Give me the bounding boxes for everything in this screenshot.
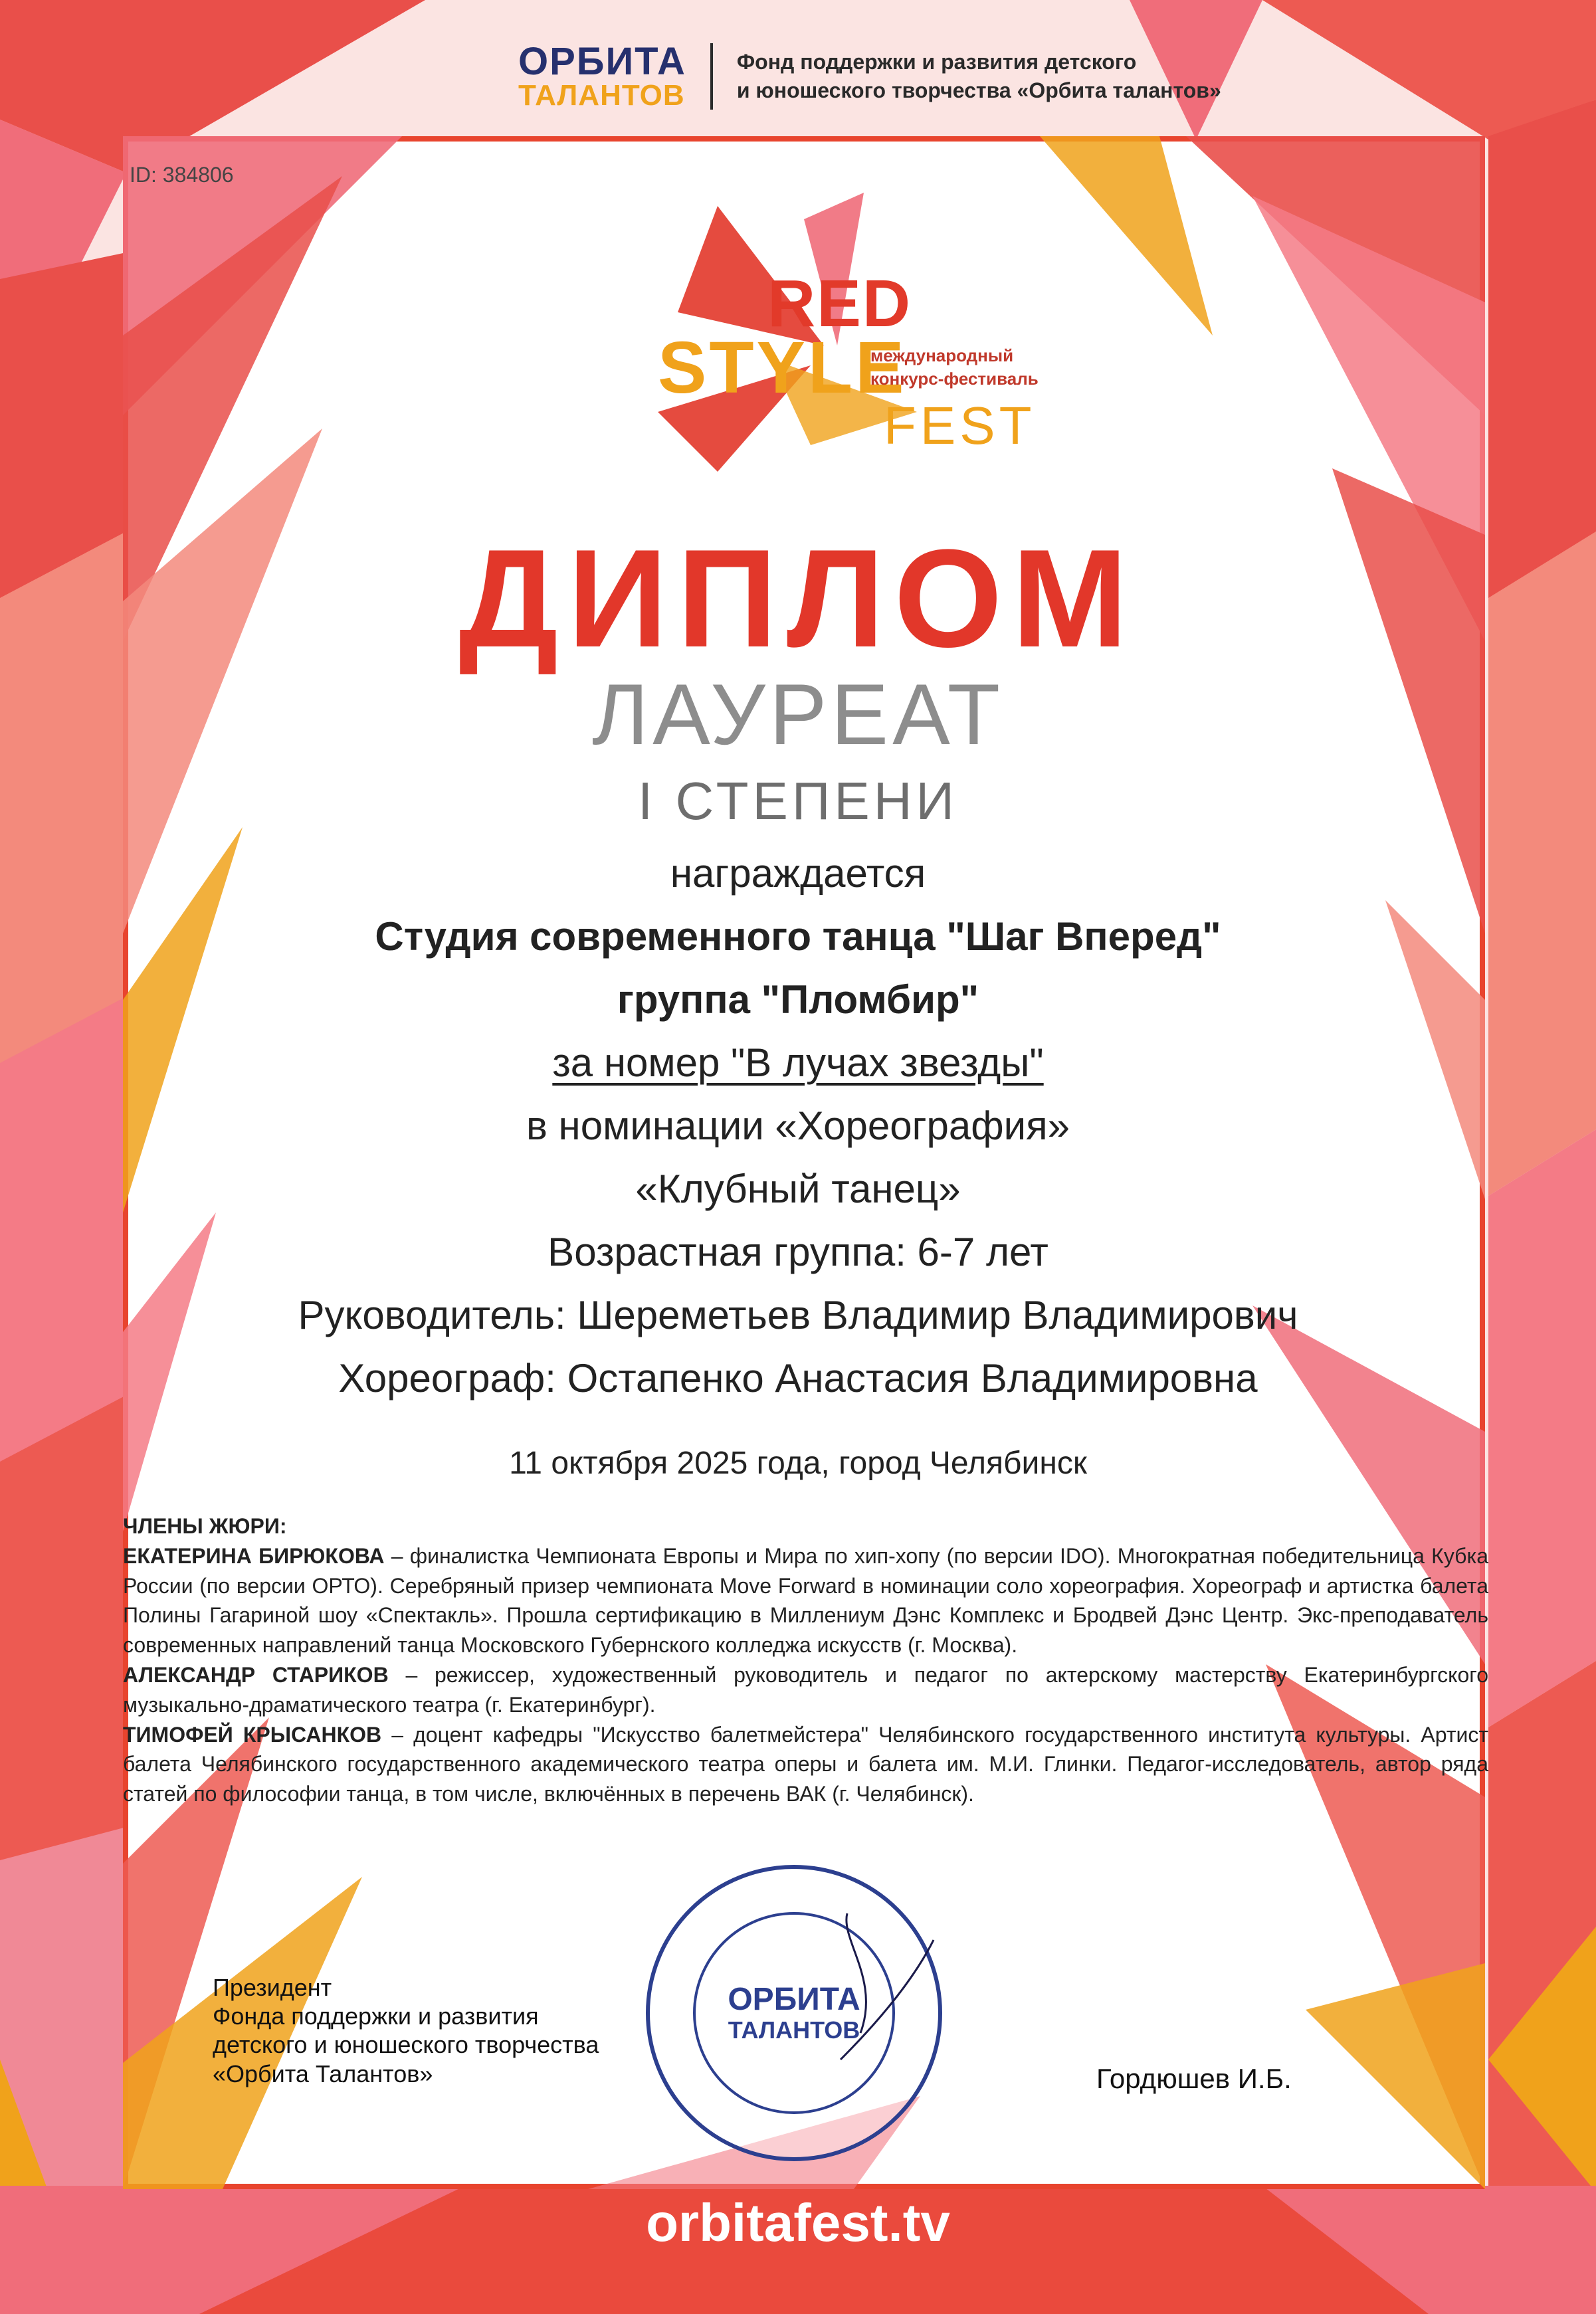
signatory-title-line4: «Орбита Талантов»	[213, 2060, 433, 2087]
orbita-logo	[518, 40, 686, 112]
stamp-center-line1: ОРБИТА	[728, 1982, 860, 2017]
jury-member-name: ТИМОФЕЙ КРЫСАНКОВ	[123, 1722, 382, 1747]
festival-logo	[638, 193, 1103, 472]
performance-title	[0, 1040, 1596, 1086]
choreographer: Хореограф: Остапенко Анастасия Владимировна	[338, 1356, 1258, 1400]
rank-title: ЛАУРЕАТ	[591, 666, 1005, 763]
header	[518, 27, 1221, 126]
jury-member	[123, 1541, 1488, 1660]
orbita-logo-line1: ОРБИТА	[518, 40, 686, 83]
signatory-title-line2: Фонда поддержки и развития	[213, 2002, 539, 2030]
studio-name: Студия современного танца "Шаг Вперед"	[375, 914, 1221, 959]
date-place: 11 октября 2025 года, город Челябинск	[509, 1446, 1087, 1481]
performance-title-text: за номер "В лучах звезды"	[552, 1040, 1044, 1085]
header-org-line1: Фонд поддержки и развития детского	[736, 49, 1137, 74]
signatory-name: Гордюшев И.Б.	[1096, 2063, 1292, 2094]
festival-logo-subtitle	[870, 344, 1039, 391]
signatory-title	[213, 1973, 599, 2088]
age-group: Возрастная группа: 6-7 лет	[548, 1230, 1048, 1274]
category: «Клубный танец»	[635, 1167, 961, 1211]
jury-heading: ЧЛЕНЫ ЖЮРИ:	[123, 1514, 287, 1538]
official-stamp	[641, 1860, 947, 2166]
nomination: в номинации «Хореография»	[526, 1104, 1070, 1148]
header-org-line2: и юношеского творчества «Орбита талантов»	[736, 78, 1221, 102]
festival-logo-style: STYLE	[658, 327, 907, 409]
jury-member	[123, 1720, 1488, 1809]
document-id: ID: 384806	[130, 163, 234, 187]
degree-title: I СТЕПЕНИ	[638, 771, 958, 830]
festival-logo-subtitle-line2: конкурс-фестиваль	[870, 369, 1039, 389]
header-org-name	[737, 48, 1221, 105]
group-name: группа "Пломбир"	[617, 977, 979, 1022]
festival-logo-subtitle-line1: международный	[870, 345, 1014, 365]
footer-url[interactable]: orbitafest.tv	[646, 2193, 950, 2252]
header-divider	[710, 43, 713, 110]
diploma-title: ДИПЛОМ	[458, 520, 1138, 676]
jury-member-bio: – финалистка Чемпионата Европы и Мира по хип-хопу (по версии IDO). Многократная победительница Кубка России (по версии ОРТО). Серебряный призер чемпионата Move Forward в номинации соло хореография. Хореограф и артистка балета Полины Гагариной шоу «Спектакль». Прошла сертификацию в Миллениум Дэнс Комплекс и Бродвей Дэнс Центр. Экс-преподаватель современных направлений танца Московского Губернского колледжа искусств (г. Москва).	[123, 1543, 1489, 1658]
festival-logo-fest: FEST	[884, 396, 1036, 455]
jury-section	[123, 1511, 1488, 1809]
jury-member-bio: – режиссер, художественный руководитель и педагог по актерскому мастерству Екатеринбургского музыкально-драматического театра (г. Екатеринбург).	[123, 1662, 1488, 1717]
jury-member-name: ЕКАТЕРИНА БИРЮКОВА	[123, 1543, 385, 1568]
jury-member	[123, 1660, 1488, 1720]
jury-member-bio: – доцент кафедры "Искусство балетмейстера" Челябинского государственного института культуры. Артист балета Челябинского государственного академического театра оперы и балета им. М.И. Глинки. Педагог-исследователь, автор ряда статей по философии танца, в том числе, включённых в перечень ВАК (г. Челябинск).	[123, 1722, 1489, 1806]
jury-member-name: АЛЕКСАНДР СТАРИКОВ	[123, 1662, 389, 1687]
stamp-center-line2: ТАЛАНТОВ	[728, 2016, 860, 2044]
awarded-label: награждается	[670, 851, 926, 896]
festival-logo-red: RED	[767, 266, 912, 341]
orbita-logo-line2: ТАЛАНТОВ	[518, 79, 685, 112]
signatory-title-line1: Президент	[213, 1974, 332, 2001]
leader: Руководитель: Шереметьев Владимир Владимирович	[298, 1293, 1298, 1337]
signatory-title-line3: детского и юношеского творчества	[213, 2031, 599, 2059]
